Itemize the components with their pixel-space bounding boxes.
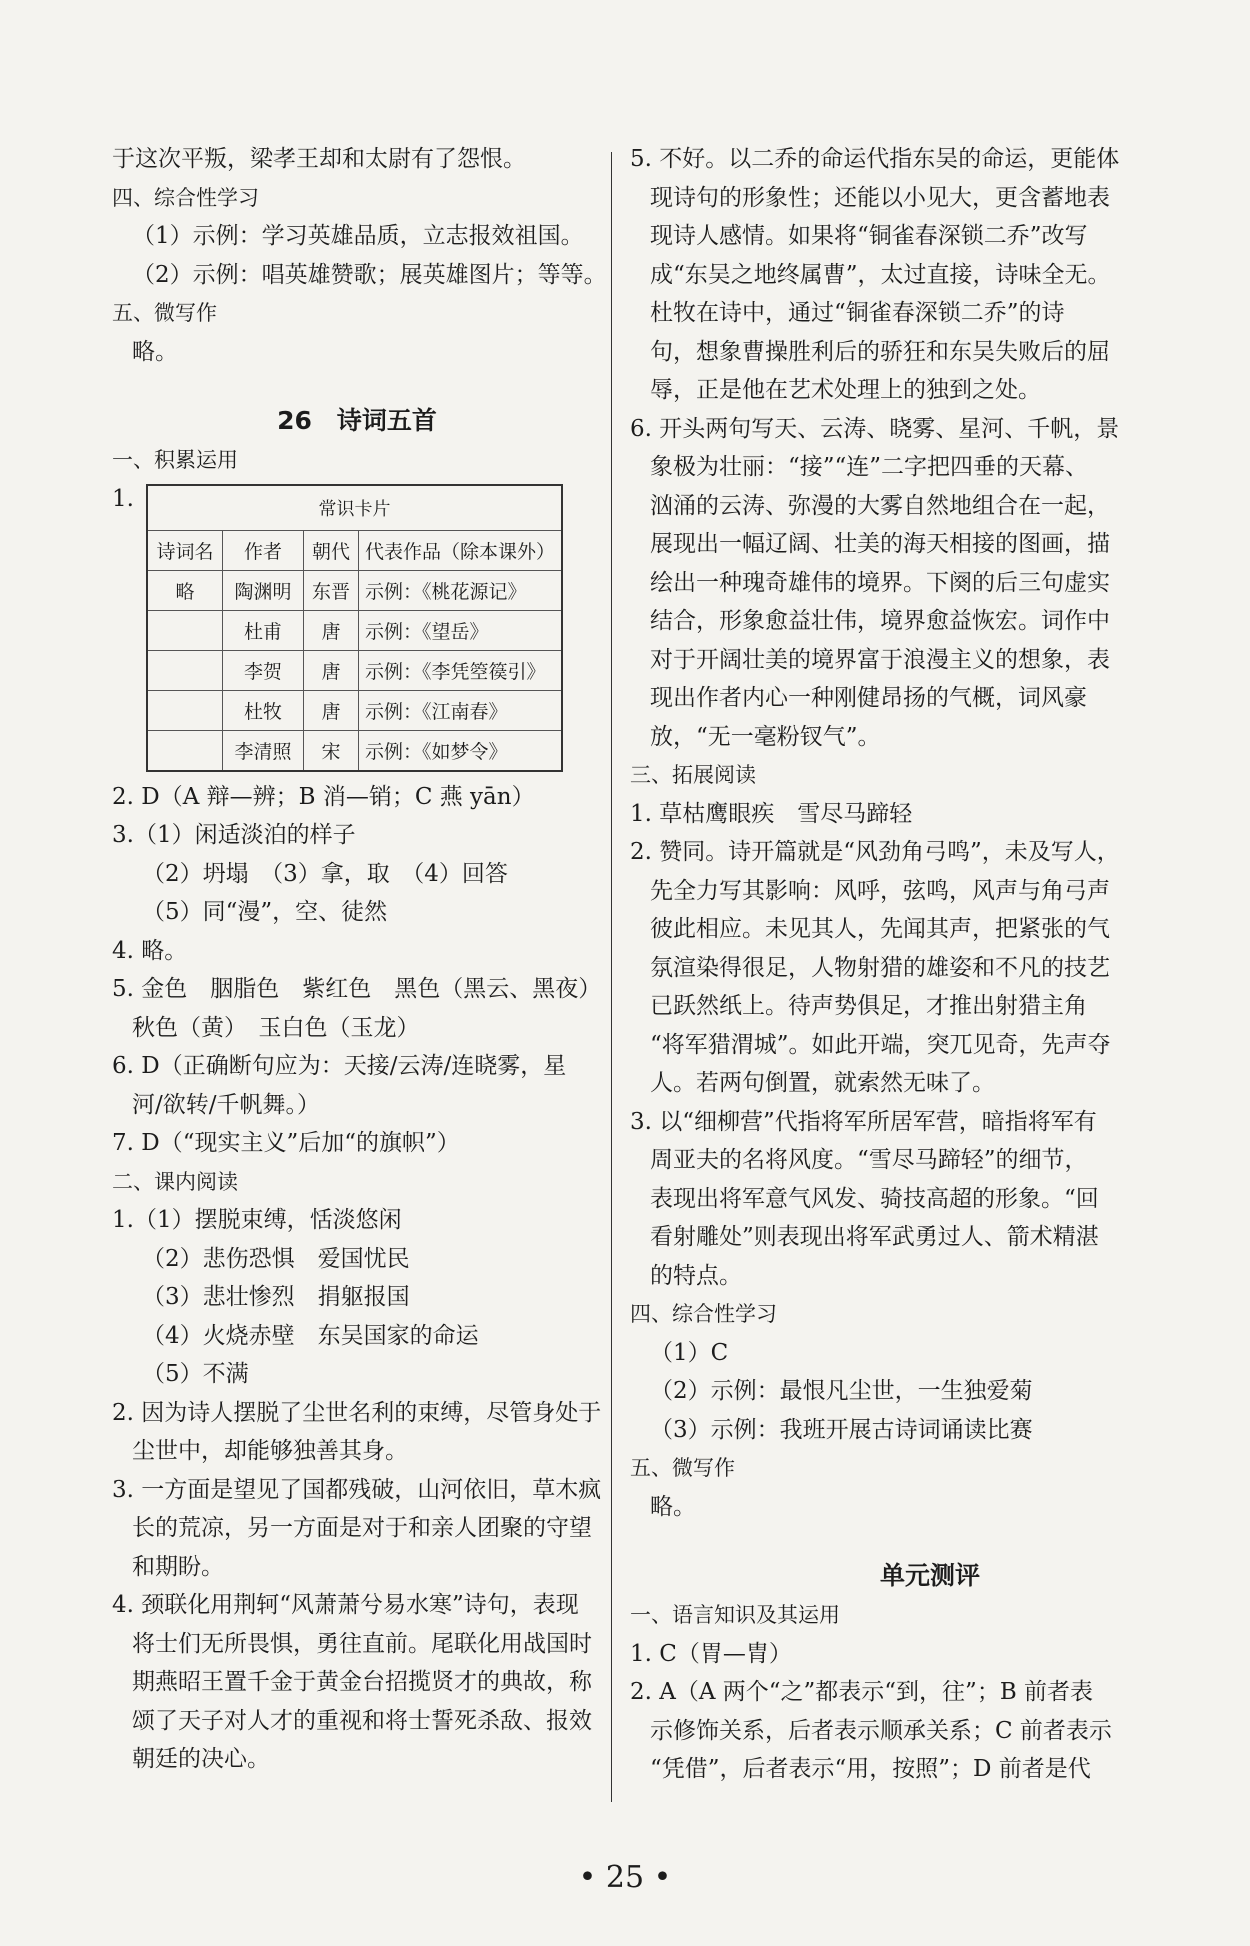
table-cell: 示例：《望岳》 (359, 610, 563, 650)
text-line: 一、语言知识及其运用 (630, 1603, 840, 1627)
table-header-cell: 诗词名 (147, 530, 223, 570)
text-line: 4. 颈联化用荆轲“风萧萧兮易水寒”诗句，表现 (112, 1592, 579, 1618)
text-line: 绘出一种瑰奇雄伟的境界。下阕的后三句虚实 (650, 569, 1110, 596)
text-line: 1.（1）摆脱束缚，恬淡悠闲 (112, 1207, 402, 1233)
table-cell: 唐 (304, 690, 359, 730)
table-cell: 李贺 (223, 650, 304, 690)
knowledge-card-table (146, 484, 563, 772)
text-line: 3. 以“细柳营”代指将军所居军营，暗指将军有 (630, 1108, 1097, 1135)
table-cell: 东晋 (304, 570, 359, 610)
text-line: 3. 一方面是望见了国都残破，山河依旧，草木疯 (112, 1476, 602, 1503)
text-line: 长的荒凉，另一方面是对于和亲人团聚的守望 (132, 1515, 592, 1541)
lesson-title: 26 诗词五首 (277, 406, 437, 435)
text-line: 颂了天子对人才的重视和将士誓死杀敌、报效 (132, 1707, 592, 1734)
page-number: • 25 • (578, 1860, 672, 1895)
text-line: 和期盼。 (132, 1553, 224, 1580)
text-line: 朝廷的决心。 (132, 1746, 270, 1772)
text-line: 氛渲染得很足，人物射猎的雄姿和不凡的技艺 (650, 954, 1110, 981)
text-line: 三、拓展阅读 (630, 763, 756, 787)
text-line: 期燕昭王置千金于黄金台招揽贤才的典故，称 (132, 1669, 592, 1695)
text-line: “凭借”，后者表示“用，按照”；D 前者是代 (650, 1756, 1091, 1782)
text-line: 先全力写其影响：风呼，弦鸣，风声与角弓声 (650, 877, 1110, 904)
text-line: 3.（1）闲适淡泊的样子 (112, 822, 356, 848)
table-cell (147, 730, 223, 771)
text-line: 人。若两句倒置，就索然无味了。 (650, 1070, 995, 1096)
text-line: 表现出将军意气风发、骑技高超的形象。“回 (650, 1185, 1099, 1212)
text-line: 于这次平叛，梁孝王却和太尉有了怨恨。 (112, 146, 526, 172)
text-line: 辱，正是他在艺术处理上的独到之处。 (650, 377, 1041, 403)
text-line: 成“东吴之地终属曹”，太过直接，诗味全无。 (650, 261, 1111, 288)
text-line: 的特点。 (650, 1262, 742, 1289)
text-line: 示修饰关系，后者表示顺承关系；C 前者表示 (650, 1717, 1112, 1744)
text-line: （5）不满 (142, 1361, 249, 1387)
text-line: 现诗句的形象性；还能以小见大，更含蓄地表 (650, 184, 1110, 211)
table-caption: 常识卡片 (147, 485, 562, 531)
table-cell: 唐 (304, 650, 359, 690)
text-line: 2. 因为诗人摆脱了尘世名利的束缚，尽管身处于 (112, 1399, 602, 1426)
text-line: （2）坍塌 （3）拿，取 （4）回答 (142, 860, 508, 887)
text-line: 7. D（“现实主义”后加“的旗帜”） (112, 1130, 460, 1156)
table-cell: 陶渊明 (223, 570, 304, 610)
text-line: 句，想象曹操胜利后的骄狂和东吴失败后的屈 (650, 338, 1110, 365)
table-cell: 示例：《李凭箜篌引》 (359, 650, 563, 690)
text-line: 放，“无一毫粉钗气”。 (650, 723, 881, 750)
text-line: 现出作者内心一种刚健昂扬的气概，词风豪 (650, 685, 1087, 711)
table-cell: 杜牧 (223, 690, 304, 730)
knowledge-card (112, 484, 602, 772)
section-heading: 一、积累运用 (112, 448, 238, 472)
unit-test-title: 单元测评 (879, 1561, 980, 1590)
text-line: 周亚夫的名将风度。“雪尽马蹄轻”的细节， (650, 1147, 1088, 1173)
text-line: （4）火烧赤壁 东吴国家的命运 (142, 1322, 479, 1349)
question-number: 1. (112, 485, 134, 512)
text-line: 2. D（A 辩—辨；B 消—销；C 燕 yān） (112, 783, 535, 810)
text-line: 汹涌的云涛、弥漫的大雾自然地组合在一起， (650, 492, 1110, 519)
left-text-block-a (112, 140, 607, 371)
column-divider (611, 152, 612, 1802)
text-line: 展现出一幅辽阔、壮美的海天相接的图画，描 (650, 531, 1110, 557)
table-row (147, 730, 562, 771)
text-line: 看射雕处”则表现出将军武勇过人、箭术精湛 (650, 1224, 1099, 1250)
table-cell: 示例：《如梦令》 (359, 730, 563, 771)
text-line: 2. A（A 两个“之”都表示“到，往”；B 前者表 (630, 1679, 1094, 1705)
table-cell: 唐 (304, 610, 359, 650)
right-text-block-b (630, 1596, 1230, 1789)
text-line: 五、微写作 (630, 1456, 735, 1480)
text-line: 2. 赞同。诗开篇就是“风劲角弓鸣”，未及写人， (630, 839, 1120, 865)
text-line: 象极为壮丽：“接”“连”二字把四垂的天幕、 (650, 454, 1089, 480)
text-line: “将军猎渭城”。如此开端，突兀见奇，先声夺 (650, 1031, 1111, 1058)
text-line: 四、综合性学习 (630, 1302, 777, 1326)
text-line: 1. C（胃—胄） (630, 1640, 792, 1667)
left-column (112, 140, 607, 1779)
table-cell: 宋 (304, 730, 359, 771)
table-cell: 略 (147, 570, 223, 610)
right-column (630, 140, 1230, 1789)
text-line: （1）C (650, 1339, 729, 1366)
table-row (147, 650, 562, 690)
table-cell (147, 650, 223, 690)
text-line: （3）悲壮惨烈 捐躯报国 (142, 1284, 410, 1310)
table-cell: 杜甫 (223, 610, 304, 650)
text-line: 略。 (132, 338, 178, 365)
text-line: 对于开阔壮美的境界富于浪漫主义的想象，表 (650, 646, 1110, 673)
text-line: 尘世中，却能够独善其身。 (132, 1438, 408, 1464)
text-line: 5. 金色 胭脂色 紫红色 黑色（黑云、黑夜） (112, 976, 602, 1002)
text-line: 彼此相应。未见其人，先闻其声，把紧张的气 (650, 916, 1110, 942)
table-row (147, 690, 562, 730)
table-cell (147, 610, 223, 650)
text-line: 6. D（正确断句应为：天接/云涛/连晓雾，星 (112, 1053, 567, 1079)
text-line: 1. 草枯鹰眼疾 雪尽马蹄轻 (630, 800, 913, 827)
table-row (147, 570, 562, 610)
text-line: （5）同“漫”，空、徒然 (142, 899, 388, 925)
text-line: 已跃然纸上。待声势俱足，才推出射猎主角 (650, 993, 1087, 1019)
text-line: 将士们无所畏惧，勇往直前。尾联化用战国时 (132, 1630, 592, 1657)
table-cell: 示例：《桃花源记》 (359, 570, 563, 610)
text-line: 现诗人感情。如果将“铜雀春深锁二乔”改写 (650, 223, 1088, 249)
text-line: （2）示例：唱英雄赞歌；展英雄图片；等等。 (132, 261, 607, 288)
left-text-block-b (112, 778, 602, 1779)
text-line: （3）示例：我班开展古诗词诵读比赛 (650, 1416, 1033, 1443)
text-line: 6. 开头两句写天、云涛、晓雾、星河、千帆，景 (630, 415, 1120, 442)
table-header-cell: 朝代 (304, 530, 359, 570)
table-cell: 示例：《江南春》 (359, 690, 563, 730)
text-line: 结合，形象愈益壮伟，境界愈益恢宏。词作中 (650, 608, 1110, 634)
text-line: 略。 (650, 1493, 696, 1520)
right-text-block-a (630, 140, 1230, 1526)
text-line: （2）示例：最恨凡尘世，一生独爱菊 (650, 1378, 1033, 1404)
table-row (147, 610, 562, 650)
table-cell (147, 690, 223, 730)
text-line: 河/欲转/千帆舞。） (132, 1091, 320, 1118)
text-line: 4. 略。 (112, 937, 188, 964)
text-line: 五、微写作 (112, 301, 217, 325)
text-line: 四、综合性学习 (112, 185, 259, 210)
table-header-cell: 作者 (223, 530, 304, 570)
text-line: （2）悲伤恐惧 爱国忧民 (142, 1245, 410, 1272)
text-line: 5. 不好。以二乔的命运代指东吴的命运，更能体 (630, 146, 1120, 172)
text-line: （1）示例：学习英雄品质，立志报效祖国。 (132, 223, 584, 249)
text-line: 二、课内阅读 (112, 1169, 238, 1194)
table-cell: 李清照 (223, 730, 304, 771)
text-line: 秋色（黄） 玉白色（玉龙） (132, 1014, 420, 1041)
text-line: 杜牧在诗中，通过“铜雀春深锁二乔”的诗 (650, 300, 1065, 326)
table-header-cell: 代表作品（除本课外） (359, 530, 563, 570)
